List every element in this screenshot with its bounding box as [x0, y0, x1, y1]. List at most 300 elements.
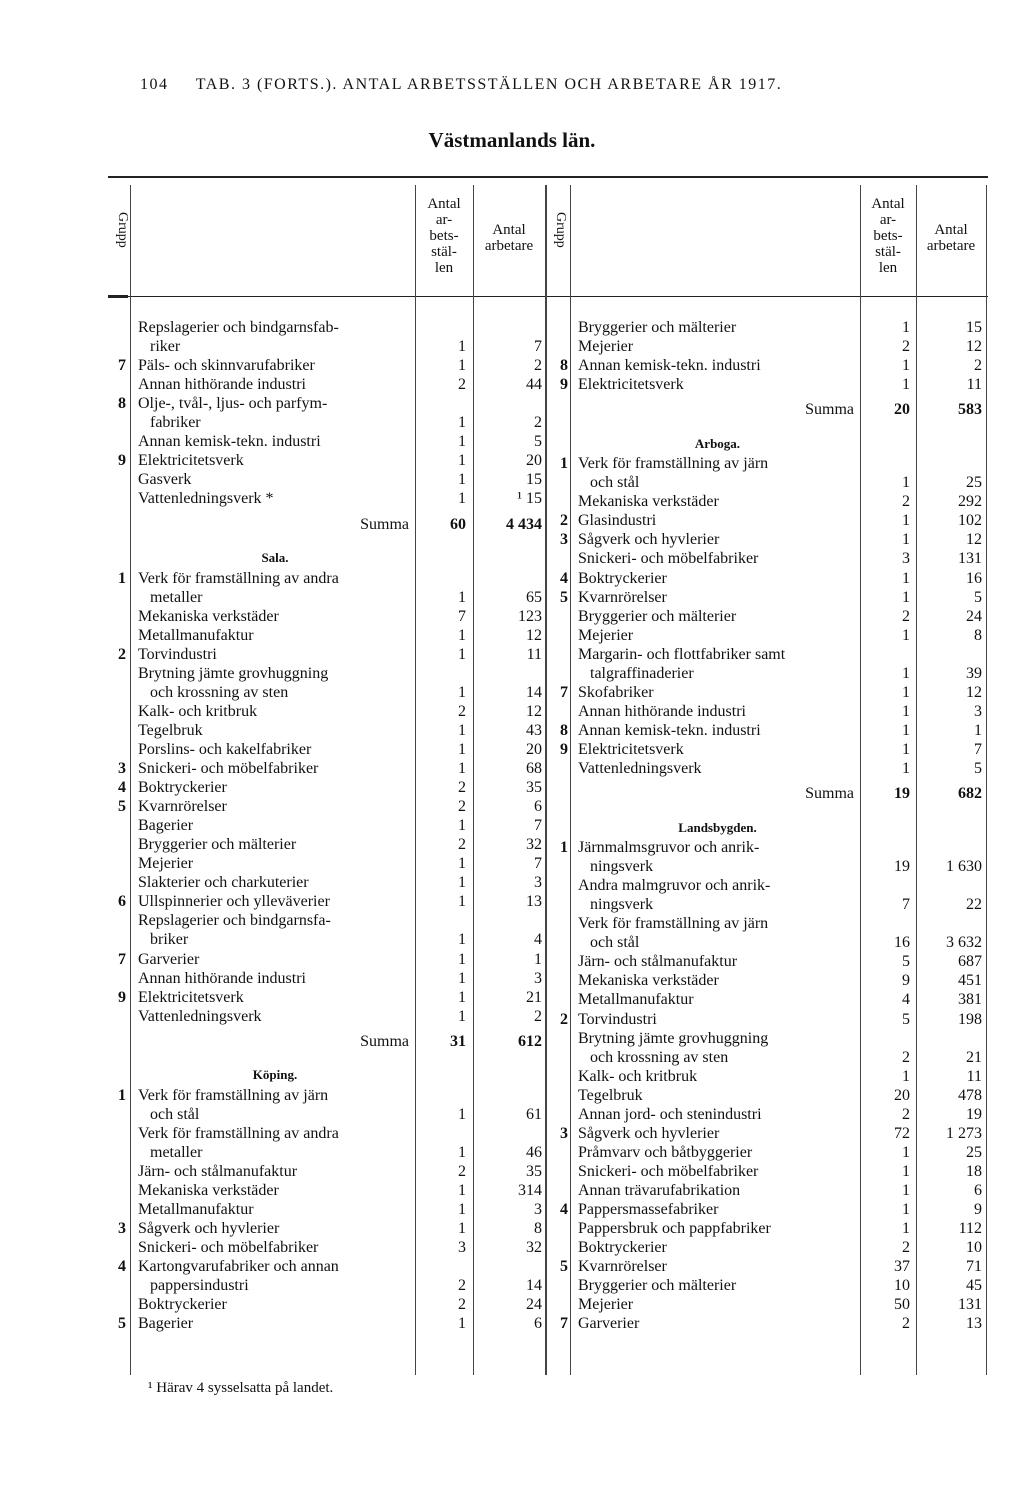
summa-row [0, 400, 1024, 419]
industry-label [578, 1162, 857, 1181]
table-row [0, 1029, 1024, 1048]
industry-label-text: Elektricitetsverk [138, 989, 247, 1006]
table-row [0, 337, 1024, 356]
antal-arbetsstallen: 1 [902, 1181, 910, 1199]
antal-arbetare: 583 [958, 401, 982, 419]
table-row [0, 1010, 1024, 1029]
antal-arbetsstallen: 1 [458, 1143, 466, 1161]
header-line: stäl- [431, 244, 457, 260]
table-row [0, 511, 1024, 530]
industry-label-text: och krossning av sten [150, 684, 291, 701]
antal-arbetare: 4 434 [506, 515, 542, 533]
antal-arbetare: 478 [958, 1086, 982, 1104]
antal-arbetsstallen: 1 [458, 433, 466, 451]
antal-arbetare: 4 [534, 931, 542, 949]
antal-arbetare: 35 [526, 1162, 542, 1180]
industry-label-text: Annan jord- och stenindustri [578, 1106, 765, 1123]
antal-arbetsstallen: 1 [458, 950, 466, 968]
header-rule-accent [108, 295, 128, 298]
antal-arbetare: 8 [974, 626, 982, 644]
antal-arbetare: 198 [958, 1010, 982, 1028]
table-row [0, 1257, 1024, 1276]
industry-label-text: Bryggerier och mälterier [578, 1277, 739, 1294]
antal-arbetare: 14 [526, 683, 542, 701]
industry-label [578, 645, 857, 664]
table-row [0, 1143, 1024, 1162]
antal-arbetare: 612 [518, 1032, 542, 1050]
antal-arbetare: 9 [974, 1201, 982, 1218]
antal-arbetare: 61 [526, 1105, 542, 1123]
table-row [0, 1276, 1024, 1295]
industry-label-text: Verk för framställning av järn [578, 455, 771, 472]
antal-arbetsstallen: 50 [894, 1296, 910, 1314]
antal-arbetsstallen: 60 [450, 515, 466, 533]
antal-arbetsstallen: 19 [894, 785, 910, 803]
antal-arbetare: 13 [526, 893, 542, 911]
industry-label-text: Vattenledningsverk [138, 1008, 265, 1025]
industry-label-text: Järnmalmsgruvor och anrik- [578, 839, 762, 856]
antal-arbetare: 7 [534, 855, 542, 873]
grupp-number: 5 [560, 588, 568, 606]
antal-arbetsstallen: 1 [458, 1105, 466, 1123]
industry-label-text: Skofabriker [578, 684, 657, 701]
antal-arbetare: 2 [534, 357, 542, 375]
antal-arbetare: 682 [958, 785, 982, 803]
industry-label-text: Verk för framställning av järn [138, 1087, 331, 1104]
table-caption: TAB. 3 (FORTS.). ANTAL ARBETSSTÄLLEN OCH ARBETARE ÅR 1917. [195, 76, 783, 93]
antal-arbetare: 16 [966, 569, 982, 587]
antal-arbetsstallen: 1 [902, 702, 910, 720]
industry-label-text: Pråmvarv och båtbyggerier [578, 1144, 755, 1161]
industry-label-text: Annan kemisk-tekn. industri [578, 722, 764, 739]
industry-label [590, 895, 857, 914]
antal-arbetsstallen: 1 [902, 626, 910, 644]
antal-arbetsstallen: 1 [458, 969, 466, 987]
table-row [0, 683, 1024, 702]
industry-label [578, 838, 857, 857]
industry-label-text: Snickeri- och möbelfabriker [138, 1239, 321, 1256]
table-row [0, 702, 1024, 721]
industry-label-text: Repslagerier och bindgarnsfa- [138, 912, 334, 929]
industry-label [578, 876, 857, 895]
industry-label-text: Snickeri- och möbelfabriker [578, 1163, 761, 1180]
table-row [0, 721, 1024, 740]
table-row [0, 1200, 1024, 1219]
header-line: ar- [879, 212, 897, 228]
industry-label [578, 569, 857, 588]
antal-arbetsstallen: 5 [902, 1010, 910, 1028]
antal-arbetare: 1 273 [946, 1124, 982, 1142]
antal-arbetsstallen: 37 [894, 1258, 910, 1276]
industry-label-text: och krossning av sten [590, 1049, 731, 1066]
header-line: bets- [429, 228, 459, 244]
antal-arbetare: 112 [958, 1220, 982, 1238]
antal-arbetsstallen: 1 [458, 721, 466, 739]
table-row [0, 857, 1024, 876]
table-row [0, 1314, 1024, 1333]
grupp-number: 7 [118, 357, 126, 375]
table-row [0, 933, 1024, 952]
grupp-number: 9 [560, 740, 568, 758]
industry-label-text: Mekaniska verkstäder [578, 493, 722, 510]
industry-label-text: Margarin- och flottfabriker samt [578, 646, 788, 663]
header-line: Antal [492, 222, 526, 238]
antal-arbetsstallen: 19 [894, 858, 910, 876]
antal-arbetare: 2 [534, 414, 542, 432]
industry-label-text: Päls- och skinnvarufabriker [138, 357, 318, 374]
grupp-number: 1 [560, 839, 568, 857]
antal-arbetsstallen: 1 [902, 376, 910, 394]
industry-label-text: Metallmanufaktur [138, 627, 257, 644]
antal-arbetare: 6 [974, 1181, 982, 1199]
industry-label-text: Sågverk och hyvlerier [578, 531, 722, 548]
industry-label-text: Elektricitetsverk [578, 741, 687, 758]
industry-label-text: Bagerier [138, 1315, 196, 1332]
antal-arbetare: 71 [966, 1258, 982, 1276]
industry-label-text: Metallmanufaktur [138, 1201, 257, 1218]
industry-label [578, 1276, 857, 1295]
industry-label-text: Torvindustri [138, 646, 220, 663]
header-line: Antal [427, 196, 461, 212]
antal-arbetare: 10 [966, 1239, 982, 1257]
header-line: len [434, 260, 454, 276]
industry-label-text: Bryggerier och mälterier [578, 319, 739, 336]
antal-arbetsstallen: 1 [902, 1201, 910, 1218]
industry-label-text: Glasindustri [578, 512, 659, 529]
antal-arbetare: 1 [974, 721, 982, 739]
industry-label-text: Gasverk [138, 471, 194, 488]
antal-arbetare: 45 [966, 1277, 982, 1295]
industry-label [578, 1219, 857, 1238]
antal-arbetsstallen: 9 [902, 972, 910, 990]
table-row [0, 876, 1024, 895]
industry-label [138, 816, 412, 835]
antal-arbetsstallen: 1 [458, 452, 466, 470]
grupp-number: 8 [118, 395, 126, 413]
antal-arbetsstallen: 2 [902, 338, 910, 356]
antal-arbetare: 13 [966, 1315, 982, 1333]
industry-label [578, 990, 857, 1009]
industry-label [578, 1029, 857, 1048]
antal-arbetsstallen: 31 [450, 1032, 466, 1050]
antal-arbetare: 15 [966, 319, 982, 336]
antal-arbetare: 44 [526, 376, 542, 394]
grupp-number: 4 [118, 779, 126, 797]
summa-row [0, 784, 1024, 803]
antal-arbetsstallen: 1 [458, 760, 466, 777]
table-row [0, 473, 1024, 492]
antal-arbetare: 123 [518, 607, 542, 625]
industry-label-text: Kalk- och kritbruk [138, 703, 260, 720]
industry-label [578, 1143, 857, 1162]
grupp-number: 9 [560, 376, 568, 394]
antal-arbetare: 24 [966, 607, 982, 625]
antal-arbetsstallen: 1 [902, 319, 910, 336]
industry-label [578, 1181, 857, 1200]
antal-arbetare: 3 [534, 1201, 542, 1218]
industry-label-text: Slakterier och charkuterier [138, 874, 312, 891]
grupp-number: 7 [560, 1315, 568, 1333]
antal-arbetsstallen: 1 [902, 531, 910, 549]
industry-label-text: och stål [150, 1106, 202, 1123]
industry-label [578, 952, 857, 971]
industry-label [578, 971, 857, 990]
antal-arbetare: 20 [526, 740, 542, 758]
antal-arbetare: 12 [966, 338, 982, 356]
industry-label-text: Mejerier [578, 1296, 636, 1313]
antal-arbetsstallen: 1 [902, 721, 910, 739]
industry-label-text: Mejerier [578, 627, 636, 644]
industry-label [578, 1295, 857, 1314]
industry-label-text: Snickeri- och möbelfabriker [138, 760, 321, 777]
right-header-arbetsstallen [861, 196, 915, 276]
industry-label-text: Elektricitetsverk [138, 452, 247, 469]
running-head [140, 76, 782, 94]
antal-arbetsstallen: 1 [458, 1181, 466, 1199]
industry-label [578, 740, 857, 759]
table-row [0, 1219, 1024, 1238]
antal-arbetsstallen: 2 [902, 1239, 910, 1257]
antal-arbetsstallen: 1 [458, 740, 466, 758]
industry-label-text: Pappersbruk och pappfabriker [578, 1220, 774, 1237]
industry-label [578, 337, 857, 356]
antal-arbetsstallen: 16 [894, 934, 910, 952]
grupp-number: 2 [560, 512, 568, 530]
industry-label-text: Pappersmassefabriker [578, 1201, 721, 1218]
section-subheading: Sala. [261, 550, 289, 566]
industry-label [578, 683, 857, 702]
antal-arbetare: 21 [966, 1048, 982, 1066]
antal-arbetsstallen: 1 [902, 683, 910, 701]
industry-label-text: fabriker [150, 414, 204, 431]
antal-arbetsstallen: 1 [458, 645, 466, 663]
antal-arbetare: 5 [974, 760, 982, 777]
antal-arbetsstallen: 3 [902, 550, 910, 568]
industry-label [578, 454, 857, 473]
table-row [0, 1048, 1024, 1067]
antal-arbetsstallen: 1 [458, 683, 466, 701]
table-row [0, 645, 1024, 664]
industry-label [578, 492, 857, 511]
industry-label-text: Snickeri- och möbelfabriker [578, 550, 761, 567]
industry-label-text: briker [150, 931, 191, 948]
industry-label-text: Summa [805, 401, 857, 418]
antal-arbetsstallen: 1 [458, 817, 466, 835]
antal-arbetare: 7 [974, 740, 982, 758]
table-row [0, 530, 1024, 549]
grupp-number: 9 [118, 452, 126, 470]
antal-arbetsstallen: 1 [902, 588, 910, 606]
antal-arbetare: 25 [966, 474, 982, 492]
antal-arbetsstallen: 1 [902, 1220, 910, 1238]
antal-arbetare: 3 [974, 702, 982, 720]
grupp-number: 5 [118, 798, 126, 816]
industry-label-text: metaller [150, 1144, 205, 1161]
grupp-number: 8 [560, 357, 568, 375]
industry-label-text: Porslins- och kakelfabriker [138, 741, 314, 758]
industry-label-text: Annan hithörande industri [578, 703, 749, 720]
industry-label [578, 588, 857, 607]
table-row [0, 1105, 1024, 1124]
antal-arbetsstallen: 1 [458, 588, 466, 606]
antal-arbetare: 2 [534, 1007, 542, 1025]
table-row [0, 914, 1024, 933]
industry-label-text: Mekaniska verkstäder [138, 608, 282, 625]
section-subheading: Arboga. [694, 435, 741, 451]
antal-arbetare: 65 [526, 588, 542, 606]
table-row [0, 588, 1024, 607]
antal-arbetsstallen: 1 [458, 357, 466, 375]
antal-arbetare: 35 [526, 779, 542, 797]
table-row [0, 816, 1024, 835]
antal-arbetare: 131 [958, 550, 982, 568]
industry-label-text: Annan hithörande industri [138, 376, 309, 393]
antal-arbetare: 18 [966, 1162, 982, 1180]
grupp-number: 4 [118, 1258, 126, 1276]
header-line: len [878, 260, 898, 276]
antal-arbetare: 24 [526, 1296, 542, 1314]
industry-label [578, 1105, 857, 1124]
table-row [0, 664, 1024, 683]
antal-arbetare: 19 [966, 1105, 982, 1123]
grupp-number: 2 [560, 1010, 568, 1028]
industry-label [578, 1314, 857, 1333]
industry-label-text: Annan kemisk-tekn. industri [138, 433, 324, 450]
industry-label-text: Brytning jämte grovhuggning [578, 1030, 771, 1047]
industry-label [578, 1238, 857, 1257]
industry-label [578, 721, 857, 740]
industry-label [578, 759, 857, 778]
industry-label-text: Olje-, tvål-, ljus- och parfym- [138, 395, 330, 412]
industry-label [578, 1200, 857, 1219]
antal-arbetare: 1 [534, 950, 542, 968]
antal-arbetsstallen: 1 [902, 1162, 910, 1180]
antal-arbetsstallen: 1 [458, 1315, 466, 1333]
antal-arbetare: 25 [966, 1143, 982, 1161]
antal-arbetare: 7 [534, 817, 542, 835]
table-row [0, 1238, 1024, 1257]
antal-arbetare: 314 [518, 1181, 542, 1199]
industry-label-text: riker [150, 338, 183, 355]
antal-arbetare: 6 [534, 798, 542, 816]
antal-arbetare: 5 [534, 433, 542, 451]
industry-label-text: Annan trävarufabrikation [578, 1182, 743, 1199]
grupp-number: 9 [118, 988, 126, 1006]
table-row [0, 1181, 1024, 1200]
antal-arbetare: 451 [958, 972, 982, 990]
industry-label-text: pappersindustri [150, 1277, 252, 1294]
industry-label-text: Verk för framställning av andra [138, 1125, 342, 1142]
industry-label [590, 664, 857, 683]
antal-arbetsstallen: 2 [458, 1277, 466, 1295]
table-row [0, 971, 1024, 990]
grupp-number: 7 [118, 950, 126, 968]
grupp-number: 3 [118, 760, 126, 777]
antal-arbetare: 15 [526, 471, 542, 489]
antal-arbetsstallen: 1 [458, 893, 466, 911]
antal-arbetsstallen: 2 [458, 1162, 466, 1180]
grupp-number: 2 [118, 645, 126, 663]
table-row [0, 607, 1024, 626]
industry-label [578, 400, 857, 419]
industry-label-text: Tegelbruk [578, 1087, 646, 1104]
antal-arbetsstallen: 1 [458, 874, 466, 892]
antal-arbetare: 14 [526, 1277, 542, 1295]
antal-arbetare: 2 [974, 357, 982, 375]
antal-arbetsstallen: 1 [458, 338, 466, 356]
industry-label-text: Kvarnrörelser [138, 798, 230, 815]
industry-label-text: Summa [360, 516, 412, 533]
antal-arbetare: 21 [526, 988, 542, 1006]
industry-label-text: Repslagerier och bindgarnsfab- [138, 319, 342, 336]
antal-arbetsstallen: 2 [458, 1296, 466, 1314]
antal-arbetsstallen: 2 [902, 493, 910, 511]
table-row [0, 375, 1024, 394]
header-line: Antal [871, 196, 905, 212]
grupp-number: 1 [118, 1086, 126, 1104]
antal-arbetsstallen: 2 [458, 702, 466, 720]
grupp-number: 3 [118, 1220, 126, 1238]
antal-arbetare: 3 [534, 874, 542, 892]
table-row [0, 549, 1024, 568]
industry-label-text: Kvarnrörelser [578, 589, 670, 606]
industry-label-text: Kartongvarufabriker och annan [138, 1258, 342, 1275]
antal-arbetare: ¹ 15 [517, 490, 542, 508]
antal-arbetsstallen: 2 [458, 798, 466, 816]
industry-label-text: Metallmanufaktur [578, 991, 697, 1008]
industry-label-text: metaller [150, 589, 205, 606]
header-line: Antal [934, 222, 968, 238]
antal-arbetsstallen: 1 [458, 1201, 466, 1218]
industry-label-text: Torvindustri [578, 1011, 660, 1028]
industry-label-text: Bryggerier och mälterier [138, 836, 299, 853]
antal-arbetsstallen: 2 [458, 376, 466, 394]
header-rule [108, 296, 988, 297]
antal-arbetsstallen: 1 [458, 1220, 466, 1238]
grupp-number: 7 [560, 683, 568, 701]
antal-arbetare: 12 [526, 626, 542, 644]
antal-arbetsstallen: 1 [902, 1143, 910, 1161]
antal-arbetare: 381 [958, 991, 982, 1009]
table-row [0, 838, 1024, 857]
antal-arbetare: 12 [966, 531, 982, 549]
table-row [0, 952, 1024, 971]
antal-arbetsstallen: 1 [458, 626, 466, 644]
right-grupp-header: Grupp [553, 212, 568, 248]
industry-label-text: Ullspinnerier och ylleväverier [138, 893, 333, 910]
industry-label [578, 607, 857, 626]
antal-arbetare: 39 [966, 664, 982, 682]
industry-label-text: Garverier [578, 1315, 642, 1332]
table-row [0, 990, 1024, 1009]
antal-arbetare: 11 [526, 645, 542, 663]
antal-arbetare: 32 [526, 836, 542, 854]
antal-arbetare: 12 [966, 683, 982, 701]
industry-label-text: Mekaniska verkstäder [578, 972, 722, 989]
industry-label-text: Vattenledningsverk [578, 760, 705, 777]
page-number: 104 [140, 76, 169, 93]
industry-label-text: Summa [360, 1033, 412, 1050]
industry-label-text: Brytning jämte grovhuggning [138, 665, 331, 682]
industry-label [578, 549, 857, 568]
industry-label-text: Vattenledningsverk * [138, 490, 277, 507]
antal-arbetsstallen: 2 [902, 1315, 910, 1333]
industry-label [578, 626, 857, 645]
industry-label-text: ningsverk [590, 896, 656, 913]
industry-label-text: Bryggerier och mälterier [578, 608, 739, 625]
antal-arbetare: 3 [534, 969, 542, 987]
antal-arbetsstallen: 1 [902, 569, 910, 587]
